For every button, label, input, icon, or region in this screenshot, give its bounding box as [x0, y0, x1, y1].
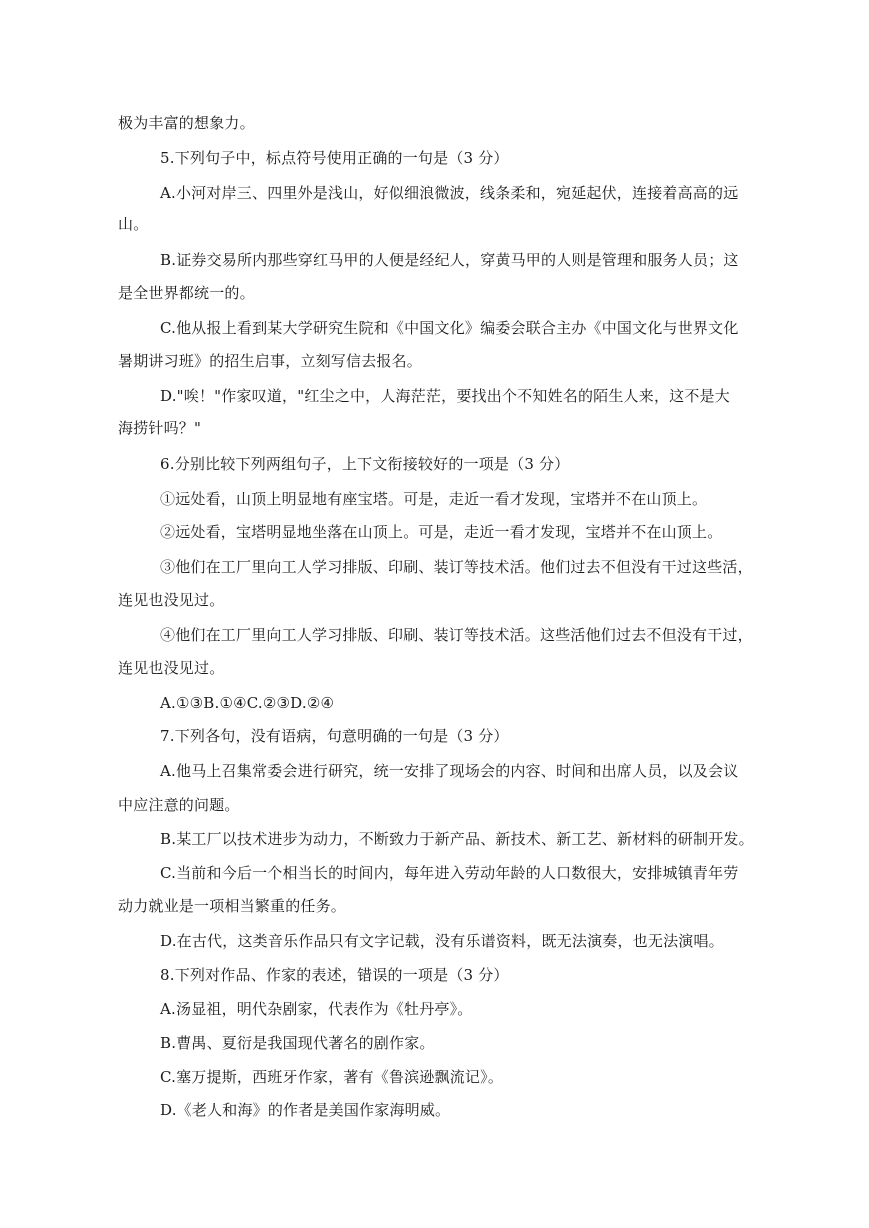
question-6-sentence-3: ③他们在工厂里向工人学习排版、印刷、装订等技术活。他们过去不但没有干过这些活，	[160, 558, 753, 576]
question-6-sentence-2: ②远处看，宝塔明显地坐落在山顶上。可是，走近一看才发现，宝塔并不在山顶上。	[160, 523, 723, 541]
question-6-stem: 6.分别比较下列两组句子，上下文衔接较好的一项是（3 分）	[160, 455, 570, 473]
question-5-option-d-cont: 海捞针吗？"	[118, 419, 202, 437]
question-7-option-d: D.在古代，这类音乐作品只有文字记载，没有乐谱资料，既无法演奏，也无法演唱。	[160, 932, 724, 950]
question-5-option-b-cont: 是全世界都统一的。	[118, 284, 255, 302]
question-6-sentence-4-cont: 连见也没见过。	[118, 659, 225, 677]
question-8-option-b: B.曹禺、夏衍是我国现代著名的剧作家。	[160, 1034, 435, 1052]
text-line-continuation: 极为丰富的想象力。	[118, 114, 255, 132]
question-5-option-c: C.他从报上看到某大学研究生院和《中国文化》编委会联合主办《中国文化与世界文化	[160, 319, 739, 337]
question-6-sentence-3-cont: 连见也没见过。	[118, 591, 225, 609]
question-8-option-a: A.汤显祖，明代杂剧家，代表作为《牡丹亭》。	[160, 1000, 473, 1018]
question-5-option-d: D."唉！"作家叹道，"红尘之中，人海茫茫，要找出个不知姓名的陌生人来，这不是大	[160, 387, 730, 405]
question-7-stem: 7.下列各句，没有语病，句意明确的一句是（3 分）	[160, 727, 509, 745]
question-7-option-a: A.他马上召集常委会进行研究，统一安排了现场会的内容、时间和出席人员，以及会议	[160, 762, 739, 780]
question-5-stem: 5.下列句子中，标点符号使用正确的一句是（3 分）	[160, 149, 509, 167]
question-7-option-c: C.当前和今后一个相当长的时间内，每年进入劳动年龄的人口数很大，安排城镇青年劳	[160, 864, 739, 882]
question-5-option-a: A.小河对岸三、四里外是浅山，好似细浪微波，线条柔和，宛延起伏，连接着高高的远	[160, 184, 739, 202]
question-7-option-b: B.某工厂以技术进步为动力，不断致力于新产品、新技术、新工艺、新材料的研制开发。	[160, 830, 754, 848]
question-6-options: A.①③B.①④C.②③D.②④	[160, 694, 335, 712]
question-8-option-d: D.《老人和海》的作者是美国作家海明威。	[160, 1101, 451, 1119]
question-6-sentence-1: ①远处看，山顶上明显地有座宝塔。可是，走近一看才发现，宝塔并不在山顶上。	[160, 490, 708, 508]
question-7-option-c-cont: 动力就业是一项相当繁重的任务。	[118, 897, 347, 915]
question-5-option-a-cont: 山。	[118, 215, 149, 233]
question-7-option-a-cont: 中应注意的问题。	[118, 796, 240, 814]
question-6-sentence-4: ④他们在工厂里向工人学习排版、印刷、装订等技术活。这些活他们过去不但没有干过，	[160, 626, 753, 644]
question-8-stem: 8.下列对作品、作家的表述，错误的一项是（3 分）	[160, 966, 509, 984]
question-5-option-b: B.证券交易所内那些穿红马甲的人便是经纪人，穿黄马甲的人则是管理和服务人员；这	[160, 251, 739, 269]
question-5-option-c-cont: 暑期讲习班》的招生启事，立刻写信去报名。	[118, 352, 423, 370]
question-8-option-c: C.塞万提斯，西班牙作家，著有《鲁滨逊飘流记》。	[160, 1068, 504, 1086]
